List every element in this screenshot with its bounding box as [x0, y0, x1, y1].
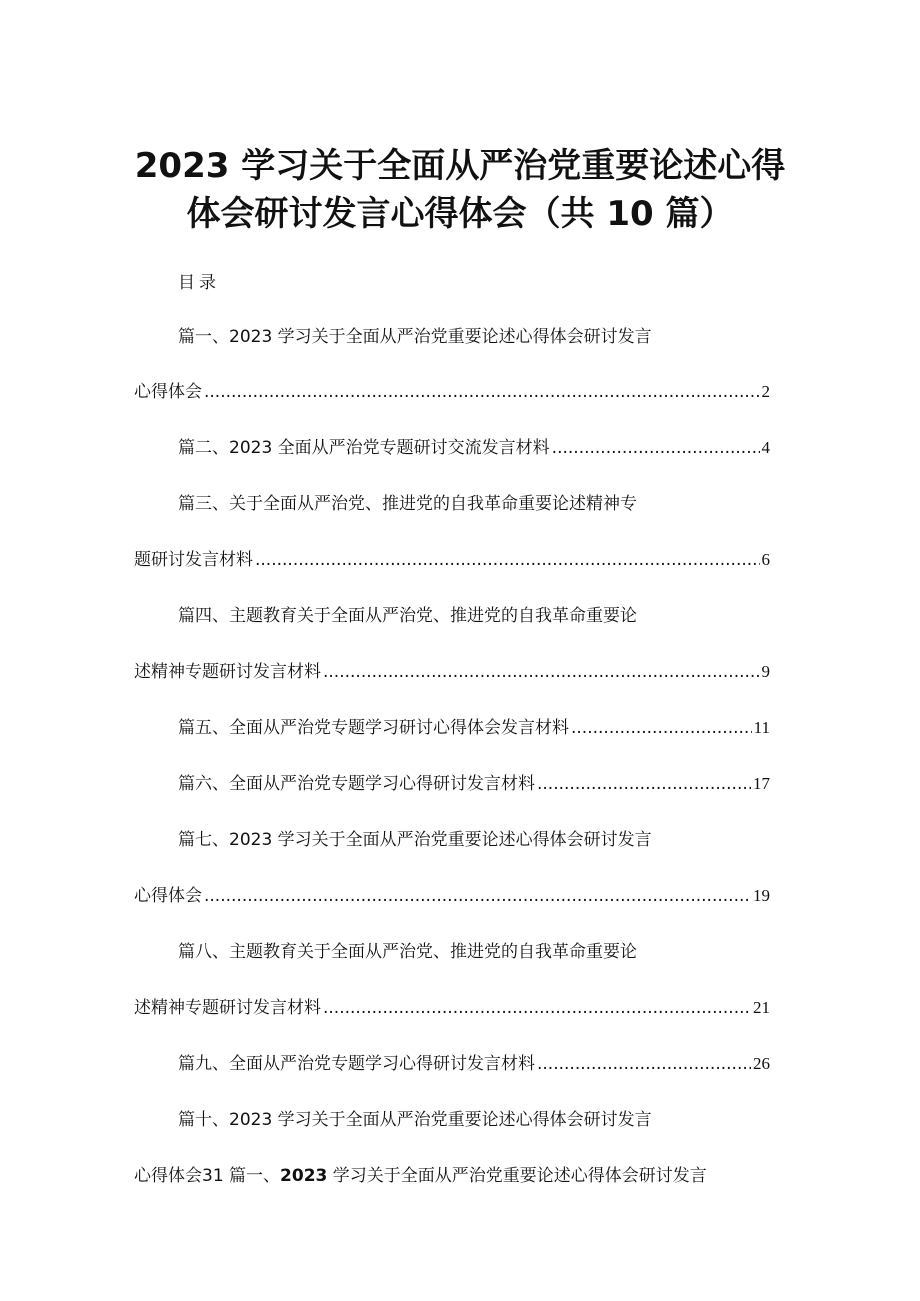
toc-leader-dots	[571, 716, 752, 740]
toc-entry-4-line[interactable]	[134, 660, 770, 684]
toc-entry-1-line[interactable]	[134, 380, 770, 404]
toc-entry-5-page: 11	[753, 718, 770, 737]
toc-leader-dots	[323, 996, 751, 1020]
toc-entry-4-title[interactable]: 篇四、主题教育关于全面从严治党、推进党的自我革命重要论	[178, 606, 637, 626]
last-line-bold-year: 2023	[280, 1166, 328, 1186]
toc-entry-9-title: 篇九、全面从严治党专题学习心得研讨发言材料	[178, 1054, 535, 1074]
toc-entry-10-title[interactable]: 篇十、2023 学习关于全面从严治党重要论述心得体会研讨发言	[178, 1110, 652, 1130]
toc-entry-5-line[interactable]	[178, 716, 770, 740]
toc-leader-dots	[255, 548, 760, 572]
toc-entry-8-continuation: 述精神专题研讨发言材料	[134, 998, 321, 1018]
toc-entry-9-line[interactable]	[178, 1052, 770, 1076]
document-title-line-1: 2023 学习关于全面从严治党重要论述心得	[134, 146, 786, 186]
last-line-prefix: 心得体会31 篇一、	[134, 1166, 281, 1186]
toc-entry-3-continuation: 题研讨发言材料	[134, 550, 253, 570]
toc-entry-10-continuation-and-body-start	[134, 1164, 707, 1188]
toc-heading: 目录	[178, 273, 220, 293]
toc-entry-2-title: 篇二、2023 全面从严治党专题研讨交流发言材料	[178, 438, 550, 458]
toc-leader-dots	[537, 772, 751, 796]
toc-entry-7-line[interactable]	[134, 884, 770, 908]
toc-entry-7-page: 19	[753, 886, 770, 905]
toc-entry-6-page: 17	[753, 774, 770, 793]
toc-entry-1-continuation: 心得体会	[134, 382, 202, 402]
toc-entry-6-title: 篇六、全面从严治党专题学习心得研讨发言材料	[178, 774, 535, 794]
document-title-line-2: 体会研讨发言心得体会（共 10 篇）	[186, 194, 734, 234]
toc-entry-1-page: 2	[761, 382, 770, 401]
toc-entry-8-line[interactable]	[134, 996, 770, 1020]
toc-entry-7-continuation: 心得体会	[134, 886, 202, 906]
toc-entry-2-line[interactable]	[178, 436, 770, 460]
toc-entry-2-page: 4	[761, 438, 770, 457]
toc-entry-7-title[interactable]: 篇七、2023 学习关于全面从严治党重要论述心得体会研讨发言	[178, 830, 652, 850]
toc-entry-4-continuation: 述精神专题研讨发言材料	[134, 662, 321, 682]
toc-leader-dots	[552, 436, 760, 460]
toc-leader-dots	[204, 380, 760, 404]
toc-entry-4-page: 9	[761, 662, 770, 681]
toc-entry-8-title[interactable]: 篇八、主题教育关于全面从严治党、推进党的自我革命重要论	[178, 942, 637, 962]
toc-entry-9-page: 26	[753, 1054, 770, 1073]
toc-entry-3-title[interactable]: 篇三、关于全面从严治党、推进党的自我革命重要论述精神专	[178, 494, 637, 514]
toc-leader-dots	[323, 660, 760, 684]
toc-entry-6-line[interactable]	[178, 772, 770, 796]
toc-entry-5-title: 篇五、全面从严治党专题学习研讨心得体会发言材料	[178, 718, 569, 738]
toc-entry-1-title[interactable]: 篇一、2023 学习关于全面从严治党重要论述心得体会研讨发言	[178, 327, 652, 347]
toc-leader-dots	[204, 884, 751, 908]
toc-entry-8-page: 21	[753, 998, 770, 1017]
toc-leader-dots	[537, 1052, 751, 1076]
last-line-rest: 学习关于全面从严治党重要论述心得体会研讨发言	[327, 1166, 707, 1186]
toc-entry-3-line[interactable]	[134, 548, 770, 572]
toc-entry-3-page: 6	[761, 550, 770, 569]
